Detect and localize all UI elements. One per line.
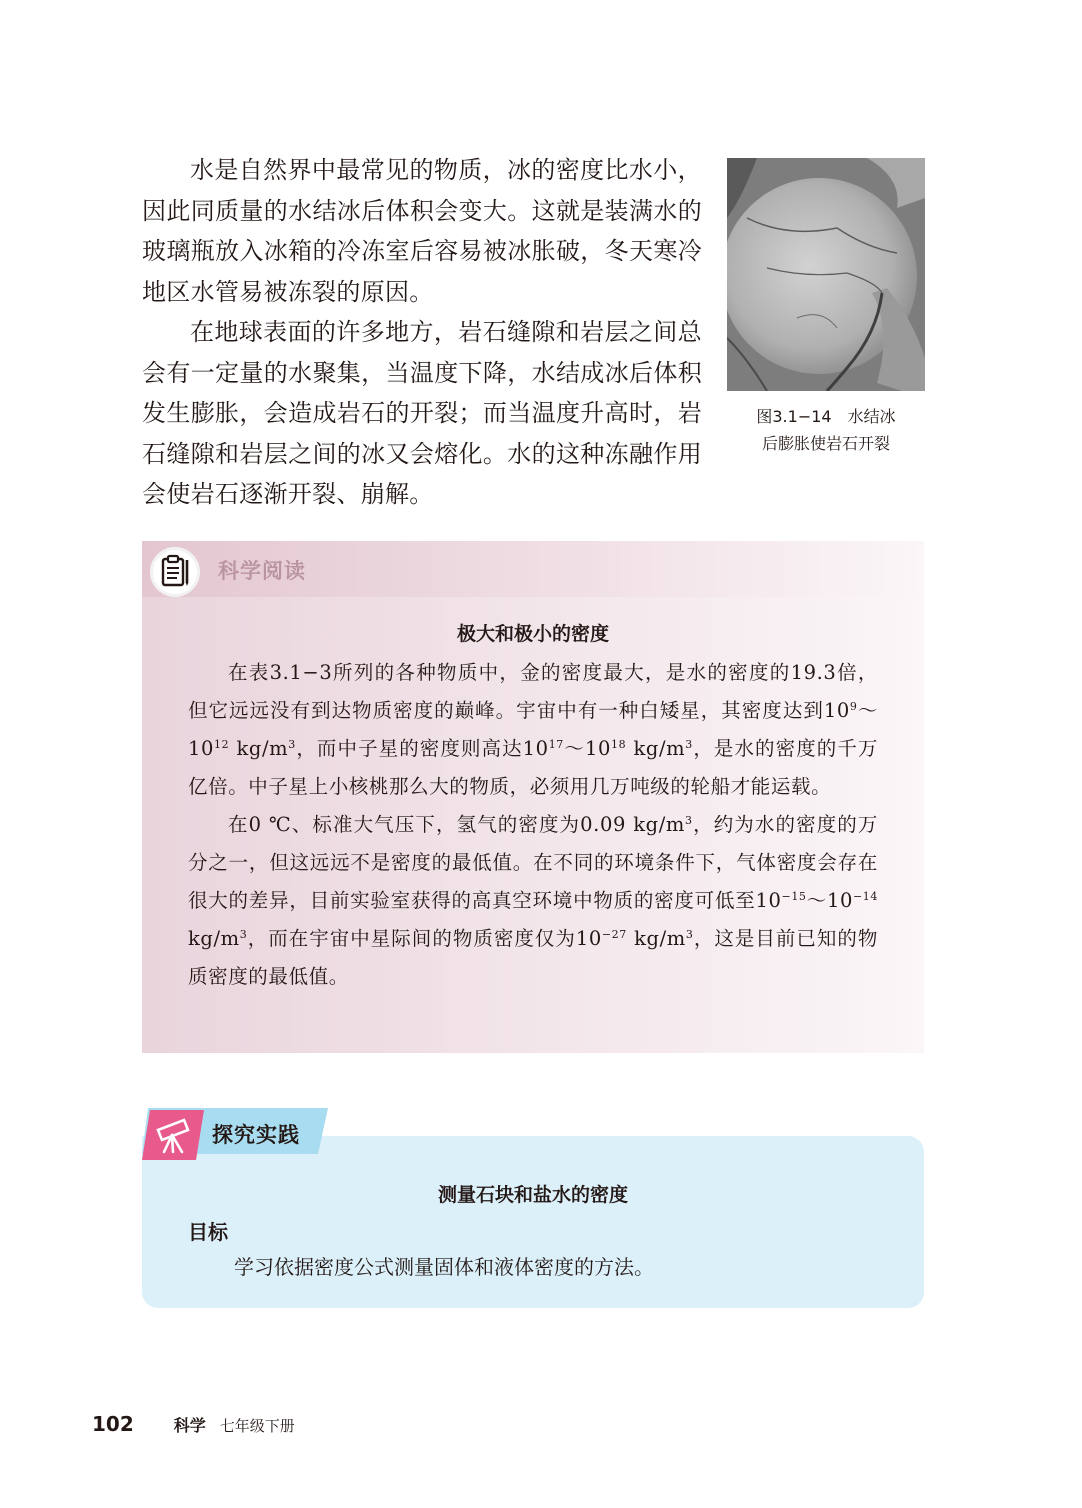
rock-photo <box>727 158 925 391</box>
reading-paragraph-1: 在表3.1−3所列的各种物质中，金的密度最大，是水的密度的19.3倍，但它远远没有到达物质密度的巅峰。宇宙中有一种白矮星，其密度达到$10^9\sim 10^{12}$ $kg/m^3$，而中子星的密度则高达$10^{17}\sim 10^{18}$ $kg/m^3$，是水的密度的千万亿倍。中子星上小核桃那么大的物质，必须用几万吨级的轮船才能运载。 <box>188 661 879 798</box>
goal-text: 学习依据密度公式测量固体和液体密度的方法。 <box>234 1255 654 1279</box>
science-reading-header <box>142 541 924 597</box>
book-subject: 科学 <box>173 1416 206 1435</box>
reading-article-title: 极大和极小的密度 <box>456 623 609 645</box>
figure-caption-line2: 后膨胀使岩石开裂 <box>761 434 890 453</box>
main-text <box>142 150 702 515</box>
figure-rock-crack <box>727 158 925 457</box>
page-number: 102 <box>92 1412 134 1436</box>
clipboard-icon <box>150 547 200 597</box>
page-footer <box>92 1412 295 1436</box>
figure-caption-line1: 水结冰 <box>847 407 896 426</box>
figure-caption <box>727 403 925 457</box>
inquiry-practice-label: 探究实践 <box>212 1123 300 1147</box>
inquiry-title: 测量石块和盐水的密度 <box>437 1184 628 1206</box>
paragraph-freezing-water: 水是自然界中最常见的物质，冰的密度比水小，因此同质量的水结冰后体积会变大。这就是装满水的玻璃瓶放入冰箱的冷冻室后容易被冰胀破，冬天寒冷地区水管易被冻裂的原因。 <box>142 156 702 306</box>
paragraph-rock-weathering: 在地球表面的许多地方，岩石缝隙和岩层之间总会有一定量的水聚集，当温度下降，水结成冰后体积发生膨胀，会造成岩石的开裂；而当温度升高时，岩石缝隙和岩层之间的冰又会熔化。水的这种冻融作用会使岩石逐渐开裂、崩解。 <box>142 318 702 508</box>
science-reading-body <box>142 597 924 996</box>
reading-paragraph-2: 在0 ℃、标准大气压下，氢气的密度为0.09 $kg/m^3$，约为水的密度的万分之一，但这远远不是密度的最低值。在不同的环境条件下，气体密度会存在很大的差异，目前实验室获得的高真空环境中物质的密度可低至$10^{-15}\sim 10^{-14}$ $kg/m^3$，而在宇宙中星际间的物质密度仅为$10^{-27}$ $kg/m^3$，这是目前已知的物质密度的最低值。 <box>188 813 878 988</box>
science-reading-box <box>142 541 924 1053</box>
book-grade: 七年级下册 <box>219 1417 295 1435</box>
goal-heading: 目标 <box>188 1220 228 1244</box>
science-reading-label: 科学阅读 <box>218 559 306 583</box>
figure-number: 图3.1−14 <box>756 407 832 426</box>
